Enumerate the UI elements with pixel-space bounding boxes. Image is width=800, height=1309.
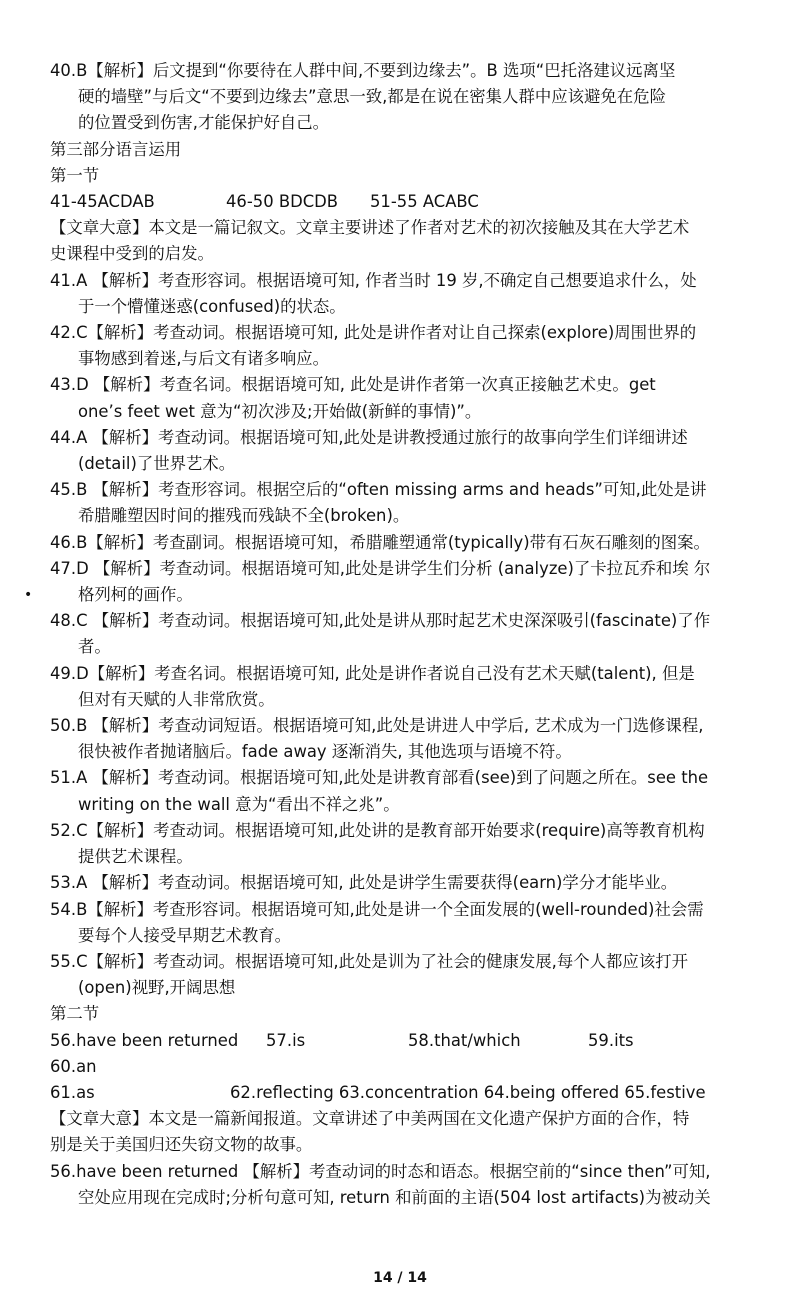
text-line: 50.B 【解析】考查动词短语。根据语境可知,此处是讲进人中学后, 艺术成为一门选修课程, xyxy=(50,716,704,736)
text-line: 41.A 【解析】考查形容词。根据语境可知, 作者当时 19 岁,不确定自己想要追求什么，处 xyxy=(50,270,697,290)
answer-key-row xyxy=(50,1054,762,1080)
section-heading-part3: 第三部分语言运用 xyxy=(50,139,182,159)
answer-key-56: 56.have been returned xyxy=(50,1030,239,1050)
answer-key-59: 59.its xyxy=(588,1030,634,1050)
text-line: 很快被作者抛诸脑后。fade away 逐渐消失, 其他选项与语境不符。 xyxy=(78,742,572,762)
answer-key-61: 61.as xyxy=(50,1082,95,1102)
text-line: 硬的墙壁”与后文“不要到边缘去”意思一致,都是在说在密集人群中应该避免在危险 xyxy=(78,87,666,107)
text-line: 的位置受到伤害,才能保护好自己。 xyxy=(78,113,330,133)
text-line: 53.A 【解析】考查动词。根据语境可知, 此处是讲学生需要获得(earn)学分才能毕业。 xyxy=(50,873,678,893)
answer-explanation-43 xyxy=(50,372,762,424)
text-line: 【文章大意】本文是一篇记叙文。文章主要讲述了作者对艺术的初次接触及其在大学艺术 xyxy=(50,218,690,238)
answer-key-row xyxy=(50,189,762,215)
answer-key-row xyxy=(50,1028,762,1054)
text-line: 者。 xyxy=(78,637,111,657)
text-line: 于一个懵懂迷惑(confused)的状态。 xyxy=(78,296,346,316)
text-line: (detail)了世界艺术。 xyxy=(78,454,236,474)
answer-explanation-54 xyxy=(50,897,762,949)
text-line: 空处应用现在完成时;分析句意可知, return 和前面的主语(504 lost artifacts)为被动关 xyxy=(78,1187,711,1207)
article-summary-2 xyxy=(50,1106,762,1158)
text-line: 43.D 【解析】考查名词。根据语境可知, 此处是讲作者第一次真正接触艺术史。get xyxy=(50,375,656,395)
answer-key-51-55: 51-55 ACABC xyxy=(370,192,479,212)
text-line: 46.B【解析】考查副词。根据语境可知，希腊雕塑通常(typically)带有石灰石雕刻的图案。 xyxy=(50,532,710,552)
text-line: 45.B 【解析】考查形容词。根据空后的“often missing arms and heads”可知,此处是讲 xyxy=(50,480,707,500)
answer-explanation-48 xyxy=(50,608,762,660)
text-line: 史课程中受到的启发。 xyxy=(50,244,214,264)
answer-explanation-52 xyxy=(50,818,762,870)
text-line: 47.D 【解析】考查动词。根据语境可知,此处是讲学生们分析 (analyze)了卡拉瓦乔和埃 尔 xyxy=(50,558,711,578)
answer-key-41-45: 41-45ACDAB xyxy=(50,192,155,212)
section-heading-2: 第二节 xyxy=(50,1004,100,1024)
answer-explanation-44 xyxy=(50,425,762,477)
section-heading-1: 第一节 xyxy=(50,165,100,185)
answer-explanation-47 xyxy=(24,556,762,608)
answer-key-row xyxy=(50,1080,762,1106)
answer-explanation-42 xyxy=(50,320,762,372)
answer-explanation-51 xyxy=(50,765,762,817)
document-page xyxy=(24,58,762,1211)
answer-explanation-49 xyxy=(50,661,762,713)
answer-explanation-56 xyxy=(50,1159,762,1211)
text-line: one’s feet wet 意为“初次涉及;开始做(新鲜的事情)”。 xyxy=(78,401,482,421)
text-line: 52.C【解析】考查动词。根据语境可知,此处讲的是教育部开始要求(require)高等教育机构 xyxy=(50,820,705,840)
text-line: 54.B【解析】考查形容词。根据语境可知,此处是讲一个全面发展的(well-rounded)社会需 xyxy=(50,899,704,919)
text-line: 49.D【解析】考查名词。根据语境可知, 此处是讲作者说自己没有艺术天赋(talent), 但是 xyxy=(50,663,695,683)
text-line: 但对有天赋的人非常欣赏。 xyxy=(78,689,275,709)
text-line: 44.A 【解析】考查动词。根据语境可知,此处是讲教授通过旅行的故事向学生们详细讲述 xyxy=(50,427,688,447)
answer-explanation-40 xyxy=(50,58,762,137)
answer-key-46-50: 46-50 BDCDB xyxy=(226,192,339,212)
text-line: 事物感到着迷,与后文有诸多响应。 xyxy=(78,349,330,369)
text-line xyxy=(24,582,762,608)
answer-explanation-50 xyxy=(50,713,762,765)
text-line: 55.C【解析】考查动词。根据语境可知,此处是训为了社会的健康发展,每个人都应该打开 xyxy=(50,951,688,971)
text-line-content: 格列柯的画作。 xyxy=(78,585,193,605)
text-line: 56.have been returned 【解析】考查动词的时态和语态。根据空前的“since then”可知, xyxy=(50,1161,711,1181)
text-line: 48.C 【解析】考查动词。根据语境可知,此处是讲从那时起艺术史深深吸引(fascinate)了作 xyxy=(50,611,711,631)
page-number: 14 / 14 xyxy=(373,1270,427,1286)
answer-explanation-46 xyxy=(50,530,762,556)
text-line: writing on the wall 意为“看出不祥之兆”。 xyxy=(78,794,400,814)
text-line: 别是关于美国归还失窃文物的故事。 xyxy=(50,1135,313,1155)
text-line: 【文章大意】本文是一篇新闻报道。文章讲述了中美两国在文化遗产保护方面的合作，特 xyxy=(50,1109,690,1129)
text-line: 要每个人接受早期艺术教育。 xyxy=(78,925,292,945)
answer-explanation-45 xyxy=(50,477,762,529)
text-line: (open)视野,开阔思想 xyxy=(78,978,236,998)
answer-key-57: 57.is xyxy=(266,1030,306,1050)
text-line: 51.A 【解析】考查动词。根据语境可知,此处是讲教育部看(see)到了问题之所在。see the xyxy=(50,768,709,788)
text-line: 希腊雕塑因时间的摧残而残缺不全(broken)。 xyxy=(78,506,410,526)
answer-key-60: 60.an xyxy=(50,1056,97,1076)
article-summary xyxy=(50,215,762,267)
answer-explanation-53 xyxy=(50,870,762,896)
text-line: 提供艺术课程。 xyxy=(78,847,193,867)
text-line: 42.C【解析】考查动词。根据语境可知, 此处是讲作者对让自己探索(explore)周围世界的 xyxy=(50,323,697,343)
answer-key-58: 58.that/which xyxy=(408,1030,521,1050)
answer-explanation-41 xyxy=(50,268,762,320)
text-line: 40.B【解析】后文提到“你要待在人群中间,不要到边缘去”。B 选项“巴托洛建议远离坚 xyxy=(50,61,676,80)
answer-explanation-55 xyxy=(50,949,762,1001)
bullet-icon: • xyxy=(24,587,33,604)
answer-key-62-65: 62.reflecting 63.concentration 64.being offered 65.festive xyxy=(230,1082,706,1102)
